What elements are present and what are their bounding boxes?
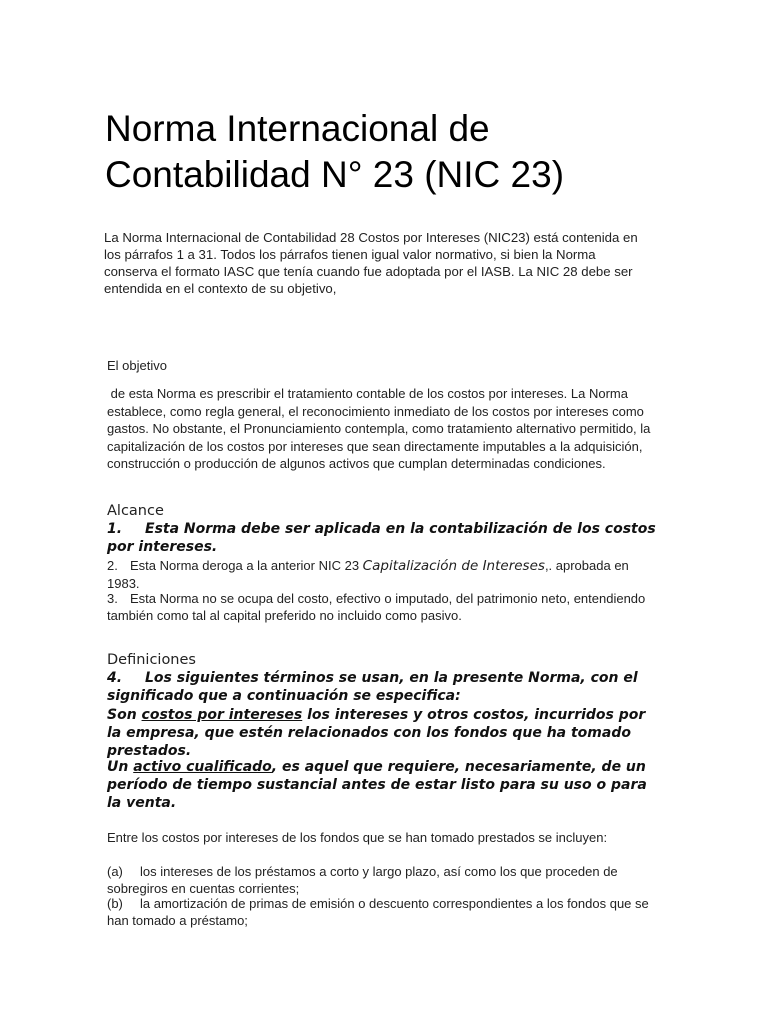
list-text: la amortización de primas de emisión o descuento correspondientes a los fondos que se han tomado a préstamo; (107, 896, 649, 928)
item-italic-title: Capitalización de Intereses (362, 558, 545, 574)
term-costos-por-intereses: costos por intereses (141, 707, 303, 723)
document-title: Norma Internacional de Contabilidad N° 23 (NIC 23) (105, 108, 565, 195)
objetivo-label: El objetivo (107, 358, 167, 373)
definition-prefix: Son (107, 707, 142, 723)
alcance-item-2 (107, 557, 663, 592)
definiciones-heading: Definiciones (107, 652, 196, 668)
intro-paragraph: La Norma Internacional de Contabilidad 28 Costos por Intereses (NIC23) está contenida en los párrafos 1 a 31. Todos los párrafos tienen igual valor normativo, si bien la Norma conserva el formato IASC que tenía cuando fue adoptada por el IASB. La NIC 28 debe ser entendida en el contexto de su objetivo, (104, 230, 638, 296)
item-number: 3. (107, 591, 118, 606)
item-text: Esta Norma no se ocupa del costo, efectivo o imputado, del patrimonio neto, entendiendo también como tal al capital preferido no incluido como pasivo. (107, 591, 646, 623)
item-text: Esta Norma debe ser aplicada en la contabilización de los costos por intereses. (107, 521, 656, 555)
item-text-a: Esta Norma deroga a la anterior NIC 23 (130, 558, 363, 573)
objetivo-text: de esta Norma es prescribir el tratamiento contable de los costos por intereses. La Norma establece, como regla general, el reconocimiento inmediato de los costos por intereses como gastos. No obstante, el Pronunciamiento contempla, como tratamiento alternativo permitido, la capitalización de los costos por intereses que sean directamente imputables a la adquisición, construcción o producción de algunos activos que cumplan determinadas condiciones. (107, 386, 651, 472)
alcance-item-3 (107, 590, 663, 624)
item-number: 2. (107, 558, 118, 573)
definition-activo (107, 758, 663, 812)
term-activo-cualificado: activo cualificado (133, 759, 272, 775)
objetivo-paragraph (107, 385, 663, 473)
list-marker: (b) (107, 896, 123, 911)
incluyen-paragraph: Entre los costos por intereses de los fondos que se han tomado prestados se incluyen: (107, 830, 608, 845)
definiciones-item-4 (107, 669, 663, 705)
item-number: 1. (107, 521, 123, 537)
definition-body: , es aquel que requiere, necesariamente, de un período de tiempo sustancial antes de estar listo para su uso o para la venta. (107, 759, 647, 811)
definition-body: los intereses y otros costos, incurridos por la empresa, que estén relacionados con los fondos que ha tomado prestados. (107, 707, 646, 759)
item-text-b: ,. aprobada en 1983. (107, 558, 629, 591)
list-item-a (107, 863, 663, 897)
definition-costos (107, 706, 663, 760)
list-item-b (107, 895, 663, 929)
item-text: Los siguientes términos se usan, en la presente Norma, con el significado que a continuación se especifica: (107, 670, 638, 704)
item-number: 4. (107, 670, 123, 686)
definition-prefix: Un (107, 759, 134, 775)
list-marker: (a) (107, 864, 123, 879)
alcance-heading: Alcance (107, 503, 164, 519)
list-text: los intereses de los préstamos a corto y largo plazo, así como los que proceden de sobregiros en cuentas corrientes; (107, 864, 618, 896)
alcance-item-1 (107, 520, 663, 556)
